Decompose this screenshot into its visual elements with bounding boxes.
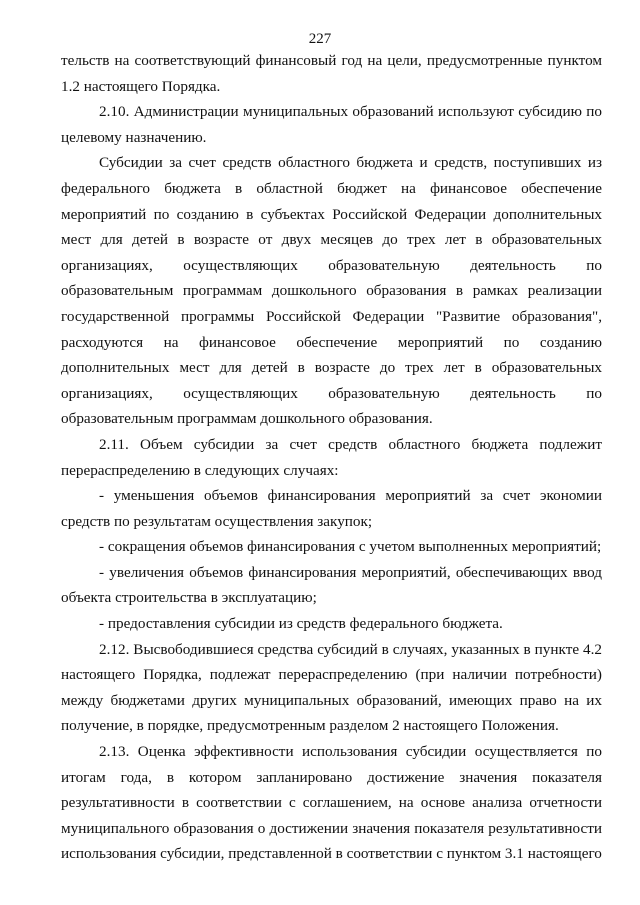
paragraph-2-12: 2.12. Высвободившиеся средства субсидий в случаях, указанных в пункте 4.2 настоящего Порядка, подлежат перераспределению (при наличии потребности) между бюджетами других муниципальных образований, имеющих право на их получение, в порядке, предусмотренным разделом 2 настоящего Положения. [61, 640, 602, 735]
paragraph-continuation: тельств на соответствующий финансовый год на цели, предусмотренные пунктом 1.2 настоящего Порядка. [61, 52, 602, 95]
document-body [61, 48, 602, 867]
paragraph-2-10: 2.10. Администрации муниципальных образований используют субсидию по целевому назначению. [61, 103, 602, 146]
paragraph-2-13: 2.13. Оценка эффективности использования субсидии осуществляется по итогам года, в котором запланировано достижение значения показателя результативности в соответствии с соглашением, на основе анализа отчетности муниципального образования о достижении значения показателя результативности использования субсидии, представленной в соответствии с пунктом 3.1 настоящего [61, 743, 602, 863]
paragraph-subsidies: Субсидии за счет средств областного бюджета и средств, поступивших из федерального бюджета в областной бюджет на финансовое обеспечение мероприятий по созданию в субъектах Российской Федерации дополнительных мест для детей в возрасте от двух месяцев до трех лет в образовательных организациях, осуществляющих образовательную деятельность по образовательным программам дошкольного образования в рамках реализации государственной программы Российской Федерации "Развитие образования", расходуются на финансовое обеспечение мероприятий по созданию дополнительных мест для детей в возрасте до трех лет в образовательных организациях, осуществляющих образовательную деятельность по образовательным программам дошкольного образования. [61, 154, 602, 428]
list-item-cut: - сокращения объемов финансирования с учетом выполненных мероприятий; [99, 538, 602, 556]
list-item-federal: - предоставления субсидии из средств федерального бюджета. [99, 615, 503, 633]
list-item-reduction: - уменьшения объемов финансирования мероприятий за счет экономии средств по результатам осуществления закупок; [61, 487, 602, 530]
page-number: 227 [308, 31, 332, 47]
paragraph-2-11: 2.11. Объем субсидии за счет средств областного бюджета подлежит перераспределению в следующих случаях: [61, 435, 602, 479]
list-item-increase: - увеличения объемов финансирования мероприятий, обеспечивающих ввод объекта строительства в эксплуатацию; [61, 563, 602, 607]
